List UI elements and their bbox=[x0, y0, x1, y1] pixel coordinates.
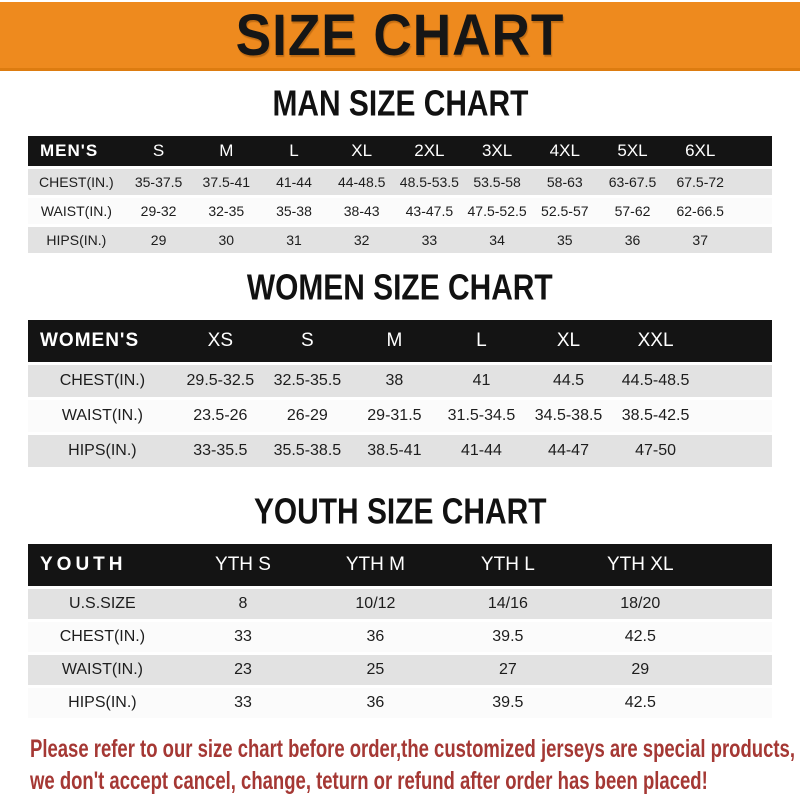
size-value-cell: 29 bbox=[125, 224, 193, 253]
spacer-cell bbox=[734, 136, 772, 166]
size-value-cell: 42.5 bbox=[574, 685, 706, 718]
size-value-cell: 37.5-41 bbox=[192, 166, 260, 195]
size-value-cell: 35.5-38.5 bbox=[264, 432, 351, 467]
men-header-row bbox=[28, 136, 772, 166]
banner-title: SIZE CHART bbox=[235, 1, 565, 68]
size-value-cell: 41-44 bbox=[260, 166, 328, 195]
size-value-cell: 44-48.5 bbox=[328, 166, 396, 195]
size-value-cell: 33 bbox=[177, 619, 309, 652]
size-value-cell: 47.5-52.5 bbox=[463, 195, 531, 224]
spacer-cell bbox=[706, 544, 772, 586]
size-col-header: YTH M bbox=[309, 544, 441, 586]
row-label: WAIST(IN.) bbox=[28, 397, 177, 432]
youth-hips-row bbox=[28, 685, 772, 718]
size-value-cell: 43-47.5 bbox=[396, 195, 464, 224]
spacer-cell bbox=[706, 619, 772, 652]
size-chart-banner bbox=[0, 2, 800, 71]
spacer-cell bbox=[699, 320, 772, 362]
size-value-cell: 29 bbox=[574, 652, 706, 685]
disclaimer-line1: Please refer to our size chart before order,the customized jerseys are special products, bbox=[30, 735, 795, 764]
size-value-cell: 58-63 bbox=[531, 166, 599, 195]
youth-waist-row bbox=[28, 652, 772, 685]
size-value-cell: 29-32 bbox=[125, 195, 193, 224]
row-label: HIPS(IN.) bbox=[28, 224, 125, 253]
women-size-table bbox=[28, 320, 772, 467]
order-disclaimer bbox=[30, 734, 800, 797]
size-value-cell: 32 bbox=[328, 224, 396, 253]
spacer-cell bbox=[699, 362, 772, 397]
size-value-cell: 25 bbox=[309, 652, 441, 685]
youth-chest-row bbox=[28, 619, 772, 652]
spacer-cell bbox=[734, 224, 772, 253]
size-value-cell: 47-50 bbox=[612, 432, 699, 467]
size-col-header: L bbox=[260, 136, 328, 166]
size-col-header: XXL bbox=[612, 320, 699, 362]
spacer-cell bbox=[699, 397, 772, 432]
size-value-cell: 36 bbox=[309, 619, 441, 652]
size-value-cell: 52.5-57 bbox=[531, 195, 599, 224]
size-value-cell: 38 bbox=[351, 362, 438, 397]
size-value-cell: 39.5 bbox=[442, 685, 574, 718]
size-value-cell: 10/12 bbox=[309, 586, 441, 619]
youth-section-heading-text: YOUTH SIZE CHART bbox=[253, 492, 547, 533]
size-value-cell: 38-43 bbox=[328, 195, 396, 224]
size-value-cell: 31.5-34.5 bbox=[438, 397, 525, 432]
women-section-heading bbox=[0, 269, 800, 308]
row-label: CHEST(IN.) bbox=[28, 166, 125, 195]
row-label: WAIST(IN.) bbox=[28, 652, 177, 685]
size-col-header: 3XL bbox=[463, 136, 531, 166]
size-value-cell: 41 bbox=[438, 362, 525, 397]
size-col-header: YTH XL bbox=[574, 544, 706, 586]
size-value-cell: 37 bbox=[666, 224, 734, 253]
spacer-cell bbox=[706, 586, 772, 619]
spacer-cell bbox=[734, 166, 772, 195]
spacer-cell bbox=[699, 432, 772, 467]
spacer-cell bbox=[734, 195, 772, 224]
men-waist-row bbox=[28, 195, 772, 224]
men-chest-row bbox=[28, 166, 772, 195]
size-col-header: S bbox=[264, 320, 351, 362]
row-label: WAIST(IN.) bbox=[28, 195, 125, 224]
size-value-cell: 33 bbox=[177, 685, 309, 718]
row-label: CHEST(IN.) bbox=[28, 362, 177, 397]
disclaimer-line2: we don't accept cancel, change, teturn or refund after order has been placed! bbox=[30, 766, 708, 795]
women-band-label: WOMEN'S bbox=[28, 320, 177, 362]
size-col-header: M bbox=[192, 136, 260, 166]
size-col-header: XL bbox=[328, 136, 396, 166]
size-value-cell: 27 bbox=[442, 652, 574, 685]
size-col-header: L bbox=[438, 320, 525, 362]
size-value-cell: 44.5-48.5 bbox=[612, 362, 699, 397]
size-value-cell: 33-35.5 bbox=[177, 432, 264, 467]
size-value-cell: 26-29 bbox=[264, 397, 351, 432]
youth-band-label: YOUTH bbox=[28, 544, 177, 586]
size-value-cell: 32-35 bbox=[192, 195, 260, 224]
men-size-table bbox=[28, 136, 772, 253]
size-col-header: 6XL bbox=[666, 136, 734, 166]
size-col-header: YTH L bbox=[442, 544, 574, 586]
size-value-cell: 34 bbox=[463, 224, 531, 253]
women-section-heading-text: WOMEN SIZE CHART bbox=[247, 267, 553, 309]
size-col-header: XS bbox=[177, 320, 264, 362]
size-value-cell: 29.5-32.5 bbox=[177, 362, 264, 397]
size-value-cell: 23.5-26 bbox=[177, 397, 264, 432]
size-col-header: YTH S bbox=[177, 544, 309, 586]
size-value-cell: 63-67.5 bbox=[599, 166, 667, 195]
size-value-cell: 35-38 bbox=[260, 195, 328, 224]
row-label: CHEST(IN.) bbox=[28, 619, 177, 652]
women-waist-row bbox=[28, 397, 772, 432]
spacer-cell bbox=[706, 652, 772, 685]
size-value-cell: 33 bbox=[396, 224, 464, 253]
size-value-cell: 18/20 bbox=[574, 586, 706, 619]
size-value-cell: 42.5 bbox=[574, 619, 706, 652]
size-value-cell: 36 bbox=[599, 224, 667, 253]
youth-section-heading bbox=[0, 493, 800, 532]
size-value-cell: 44.5 bbox=[525, 362, 612, 397]
row-label: HIPS(IN.) bbox=[28, 685, 177, 718]
size-value-cell: 36 bbox=[309, 685, 441, 718]
row-label: HIPS(IN.) bbox=[28, 432, 177, 467]
size-value-cell: 57-62 bbox=[599, 195, 667, 224]
size-col-header: 2XL bbox=[396, 136, 464, 166]
spacer-cell bbox=[706, 685, 772, 718]
size-col-header: 5XL bbox=[599, 136, 667, 166]
size-value-cell: 48.5-53.5 bbox=[396, 166, 464, 195]
youth-size-table bbox=[28, 544, 772, 718]
size-value-cell: 35-37.5 bbox=[125, 166, 193, 195]
size-value-cell: 38.5-42.5 bbox=[612, 397, 699, 432]
size-value-cell: 29-31.5 bbox=[351, 397, 438, 432]
youth-header-row bbox=[28, 544, 772, 586]
size-value-cell: 23 bbox=[177, 652, 309, 685]
youth-ussize-row bbox=[28, 586, 772, 619]
size-value-cell: 8 bbox=[177, 586, 309, 619]
size-value-cell: 39.5 bbox=[442, 619, 574, 652]
size-value-cell: 30 bbox=[192, 224, 260, 253]
size-value-cell: 62-66.5 bbox=[666, 195, 734, 224]
size-value-cell: 31 bbox=[260, 224, 328, 253]
size-value-cell: 41-44 bbox=[438, 432, 525, 467]
women-hips-row bbox=[28, 432, 772, 467]
size-value-cell: 35 bbox=[531, 224, 599, 253]
size-col-header: 4XL bbox=[531, 136, 599, 166]
size-col-header: M bbox=[351, 320, 438, 362]
man-section-heading bbox=[0, 85, 800, 124]
size-value-cell: 44-47 bbox=[525, 432, 612, 467]
women-header-row bbox=[28, 320, 772, 362]
size-col-header: S bbox=[125, 136, 193, 166]
size-value-cell: 32.5-35.5 bbox=[264, 362, 351, 397]
men-hips-row bbox=[28, 224, 772, 253]
size-value-cell: 34.5-38.5 bbox=[525, 397, 612, 432]
row-label: U.S.SIZE bbox=[28, 586, 177, 619]
size-value-cell: 14/16 bbox=[442, 586, 574, 619]
men-band-label: MEN'S bbox=[28, 136, 125, 166]
size-value-cell: 53.5-58 bbox=[463, 166, 531, 195]
size-value-cell: 38.5-41 bbox=[351, 432, 438, 467]
man-section-heading-text: MAN SIZE CHART bbox=[272, 83, 528, 125]
women-chest-row bbox=[28, 362, 772, 397]
size-col-header: XL bbox=[525, 320, 612, 362]
size-value-cell: 67.5-72 bbox=[666, 166, 734, 195]
